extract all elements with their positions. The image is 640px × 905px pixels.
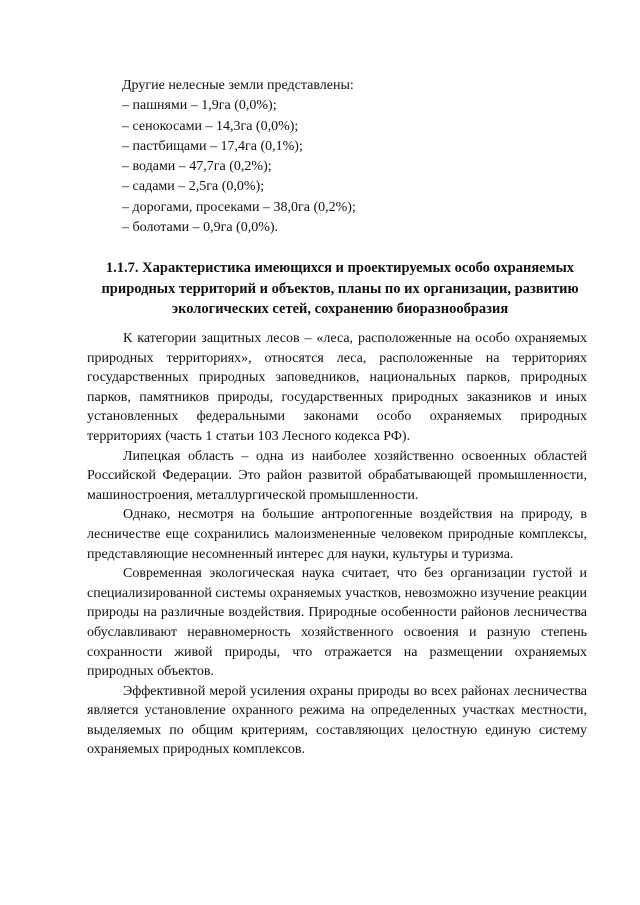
paragraph: Эффективной мерой усиления охраны природы во всех районах лесничества является установление охранного режима на определенных участках местности, выделяемых по общим критериям, составляющих целостную единую систему охраняемых природных комплексов. [87,683,587,758]
paragraph: Современная экологическая наука считает, что без организации густой и специализированной системы охраняемых участков, невозможно изучение реакции природы на различные воздействия. Природные особенности районов лесничества обуславливают неравномерность хозяйственного освоения и разную степень сохранности живой природы, что отражается на размещении охраняемых природных объектов. [87,566,587,680]
heading-line: экологических сетей, сохранению биоразнообразия [171,301,509,317]
nonforest-land-list [122,76,582,238]
paragraph: Липецкая область – одна из наиболее хозяйственно освоенных областей Российской Федерации. Это район развитой обрабатывающей промышленности, машиностроения, металлургической промышленности. [87,448,587,503]
list-item-arable: – пашнями – 1,9га (0,0%); [122,98,277,114]
list-item-roads: – дорогами, просеками – 38,0га (0,2%); [122,199,356,215]
list-item-gardens: – садами – 2,5га (0,0%); [122,179,265,195]
paragraph: Однако, несмотря на большие антропогенные воздействия на природу, в лесничестве еще сохранились малоизмененные человеком природные комплексы, представляющие несомненный интерес для науки, культуры и туризма. [87,507,587,562]
paragraph: К категории защитных лесов – «леса, расположенные на особо охраняемых природных территориях», относятся леса, расположенные на территориях государственных природных заповедников, национальных парков, природных парков, памятников природы, государственных природных заказников и иных установленных федеральными законами особо охраняемых природных территориях (часть 1 статьи 103 Лесного кодекса РФ). [87,331,587,444]
list-item-pastures: – пастбищами – 17,4га (0,1%); [122,138,303,154]
list-item-hayfields: – сенокосами – 14,3га (0,0%); [122,118,299,134]
heading-line: природных территорий и объектов, планы по их организации, развитию [101,280,579,297]
heading-line: 1.1.7. Характеристика имеющихся и проектируемых особо охраняемых [105,260,575,276]
section-heading [70,258,610,320]
list-item-waters: – водами – 47,7га (0,2%); [122,159,272,175]
list-intro: Другие нелесные земли представлены: [122,78,354,93]
list-item-swamps: – болотами – 0,9га (0,0%). [122,220,279,236]
section-body [87,329,587,760]
